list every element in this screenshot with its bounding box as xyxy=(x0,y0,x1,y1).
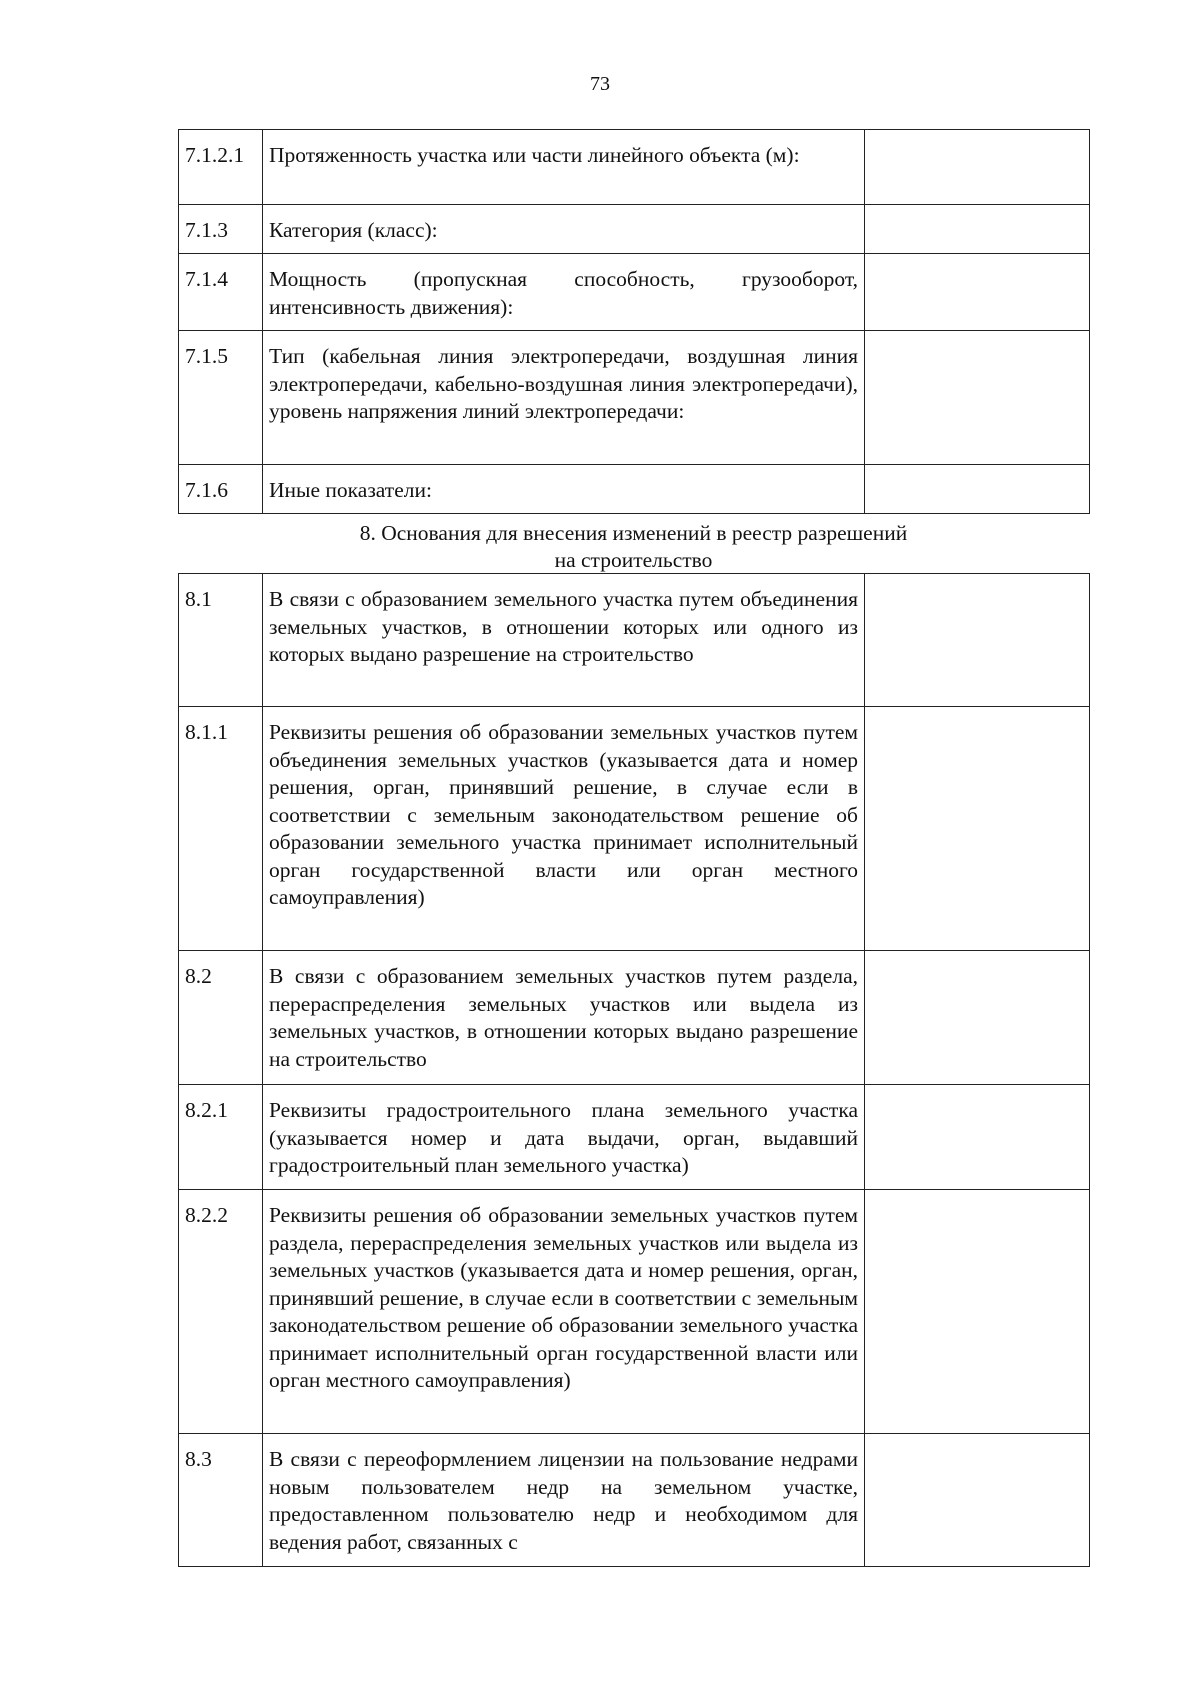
row-value-cell[interactable] xyxy=(865,574,1090,707)
row-description: Протяженность участка или части линейного объекта (м): xyxy=(263,130,865,205)
table-row xyxy=(179,707,1090,951)
page-number: 73 xyxy=(590,73,610,95)
row-description: В связи с переоформлением лицензии на пользование недрами новым пользователем недр на земельном участке, предоставленном пользователю недр и необходимом для ведения работ, связанных с xyxy=(263,1434,865,1567)
row-description: Тип (кабельная линия электропередачи, воздушная линия электропередачи, кабельно-воздушная линия электропередачи), уровень напряжения линий электропередачи: xyxy=(263,331,865,465)
row-number: 8.1 xyxy=(179,574,263,707)
row-description: Мощность (пропускная способность, грузооборот, интенсивность движения): xyxy=(263,254,865,331)
table-row xyxy=(179,1085,1090,1190)
row-number: 8.2.1 xyxy=(179,1085,263,1190)
row-number: 8.3 xyxy=(179,1434,263,1567)
row-number: 8.2 xyxy=(179,951,263,1085)
table-row xyxy=(179,574,1090,707)
row-description: Реквизиты градостроительного плана земельного участка (указывается номер и дата выдачи, орган, выдавший градостроительный план земельного участка) xyxy=(263,1085,865,1190)
row-description: В связи с образованием земельных участков путем раздела, перераспределения земельных участков или выдела из земельных участков, в отношении которых выдано разрешение на строительство xyxy=(263,951,865,1085)
table-row xyxy=(179,1434,1090,1567)
row-number: 7.1.2.1 xyxy=(179,130,263,205)
row-value-cell[interactable] xyxy=(865,1434,1090,1567)
row-value-cell[interactable] xyxy=(865,205,1090,254)
table-section-8 xyxy=(178,573,1090,1567)
row-value-cell[interactable] xyxy=(865,465,1090,514)
row-value-cell[interactable] xyxy=(865,1190,1090,1434)
table-row xyxy=(179,465,1090,514)
row-number: 7.1.4 xyxy=(179,254,263,331)
row-description: Реквизиты решения об образовании земельных участков путем объединения земельных участков (указывается дата и номер решения, орган, принявший решение, в случае если в соответствии с земельным законодательством решение об образовании земельного участка принимает исполнительный орган государственной власти или орган местного самоуправления) xyxy=(263,707,865,951)
table-section-7 xyxy=(178,129,1090,514)
row-number: 8.1.1 xyxy=(179,707,263,951)
table-row xyxy=(179,951,1090,1085)
row-number: 7.1.3 xyxy=(179,205,263,254)
table-row xyxy=(179,254,1090,331)
table-row xyxy=(179,1190,1090,1434)
row-number: 7.1.6 xyxy=(179,465,263,514)
row-description: В связи с образованием земельного участка путем объединения земельных участков, в отношении которых или одного из которых выдано разрешение на строительство xyxy=(263,574,865,707)
row-description: Реквизиты решения об образовании земельных участков путем раздела, перераспределения земельных участков или выдела из земельных участков (указывается дата и номер решения, орган, принявший решение, в случае если в соответствии с земельным законодательством решение об образовании земельного участка принимает исполнительный орган государственной власти или орган местного самоуправления) xyxy=(263,1190,865,1434)
row-value-cell[interactable] xyxy=(865,951,1090,1085)
row-value-cell[interactable] xyxy=(865,707,1090,951)
table-row xyxy=(179,331,1090,465)
table-row xyxy=(179,205,1090,254)
section-heading-line-2: на строительство xyxy=(554,548,713,572)
table-row xyxy=(179,130,1090,205)
row-number: 7.1.5 xyxy=(179,331,263,465)
row-value-cell[interactable] xyxy=(865,1085,1090,1190)
row-value-cell[interactable] xyxy=(865,130,1090,205)
row-description: Категория (класс): xyxy=(263,205,865,254)
row-number: 8.2.2 xyxy=(179,1190,263,1434)
section-heading-line-1: 8. Основания для внесения изменений в реестр разрешений xyxy=(359,521,908,545)
row-description: Иные показатели: xyxy=(263,465,865,514)
row-value-cell[interactable] xyxy=(865,331,1090,465)
row-value-cell[interactable] xyxy=(865,254,1090,331)
section-heading xyxy=(178,520,1089,574)
